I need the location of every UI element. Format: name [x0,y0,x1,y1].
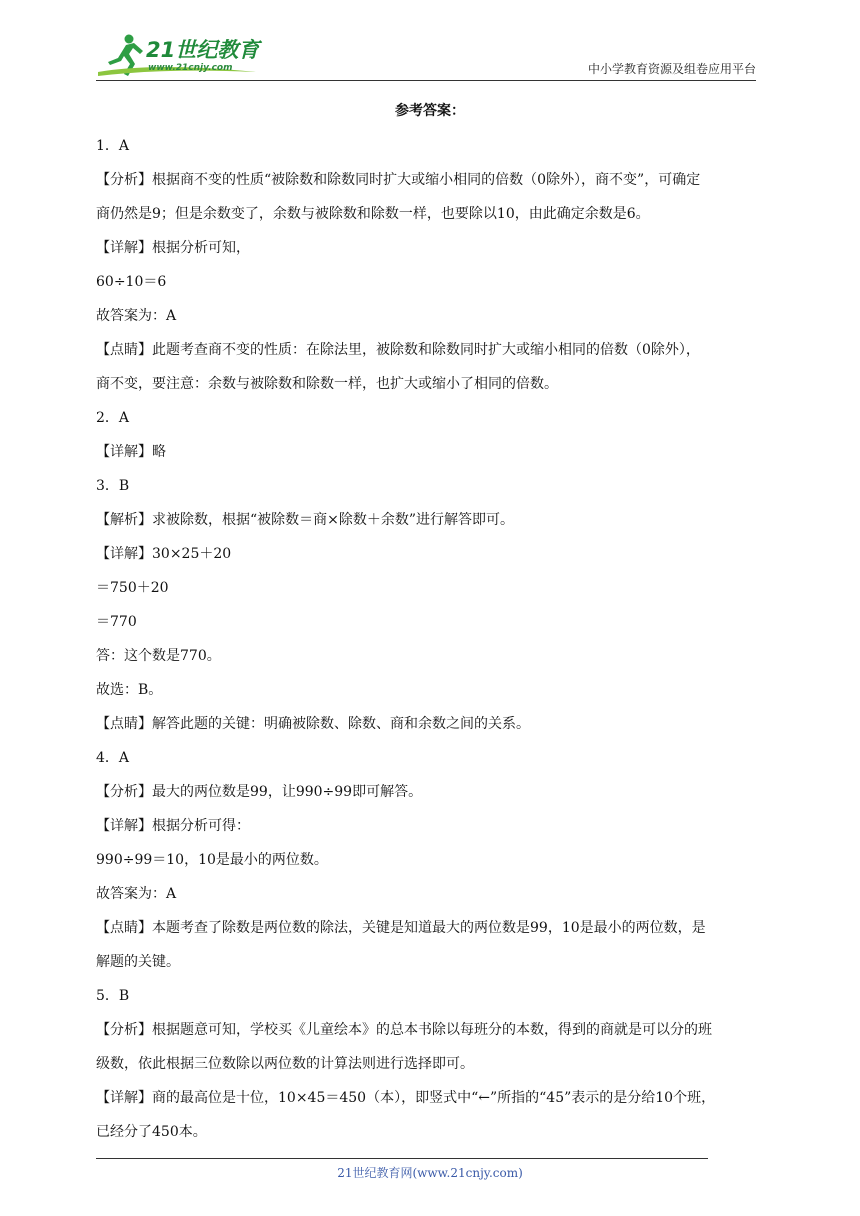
text-line: 【详解】商的最高位是十位，10×45＝450（本），即竖式中“←”所指的“45”表示的是分给10个班， [96,1090,716,1106]
page-title: 参考答案： [395,103,465,119]
text-line: 【详解】略 [96,444,166,460]
text-line: 【点睛】解答此题的关键：明确被除数、除数、商和余数之间的关系。 [96,716,530,732]
text-line: 2．A [96,410,130,426]
text-line: 60÷10＝6 [96,274,167,290]
text-line: 5．B [96,988,130,1004]
text-line: 解题的关键。 [96,954,180,970]
text-line: 级数，依此根据三位数除以两位数的计算法则进行选择即可。 [96,1056,474,1072]
text-line: 【点睛】本题考查了除数是两位数的除法，关键是知道最大的两位数是99，10是最小的两位数，是 [96,920,706,936]
logo-url: www.21cnjy.com [148,63,233,73]
text-line: 答：这个数是770。 [96,648,221,664]
text-line: 【分析】根据题意可知，学校买《儿童绘本》的总本书除以每班分的本数，得到的商就是可以分的班 [96,1022,712,1038]
text-line: 3．B [96,478,130,494]
text-line: 商不变，要注意：余数与被除数和除数一样，也扩大或缩小了相同的倍数。 [96,376,558,392]
text-line: 故选：B。 [96,682,163,698]
logo-text: 21世纪教育 [146,38,260,62]
text-line: 故答案为：A [96,886,177,902]
text-line: 已经分了450本。 [96,1124,207,1140]
text-line: 商仍然是9；但是余数变了，余数与被除数和除数一样，也要除以10，由此确定余数是6。 [96,206,650,222]
text-line: 【解析】求被除数，根据“被除数＝商×除数＋余数”进行解答即可。 [96,512,515,528]
text-line: ＝750＋20 [96,580,169,596]
text-line: 【详解】30×25＋20 [96,546,232,562]
text-line: 【点睛】此题考查商不变的性质：在除法里，被除数和除数同时扩大或缩小相同的倍数（0除外）， [96,342,700,358]
text-line: 4．A [96,750,130,766]
text-line: ＝770 [96,614,137,630]
logo [96,32,266,78]
text-line: 1．A [96,138,130,154]
text-line: 故答案为：A [96,308,177,324]
text-line: 【详解】根据分析可知， [96,240,250,256]
footer-text: 21世纪教育网(www.21cnjy.com) [337,1166,523,1180]
answer-content [96,129,764,1149]
header-platform-text: 中小学教育资源及组卷应用平台 [587,62,756,76]
header-divider [96,80,756,81]
text-line: 【分析】根据商不变的性质“被除数和除数同时扩大或缩小相同的倍数（0除外），商不变”，可确定 [96,172,701,188]
text-line: 990÷99＝10，10是最小的两位数。 [96,852,328,868]
footer-divider [96,1158,708,1159]
text-line: 【详解】根据分析可得： [96,818,250,834]
text-line: 【分析】最大的两位数是99，让990÷99即可解答。 [96,784,423,800]
page-header [96,32,756,82]
